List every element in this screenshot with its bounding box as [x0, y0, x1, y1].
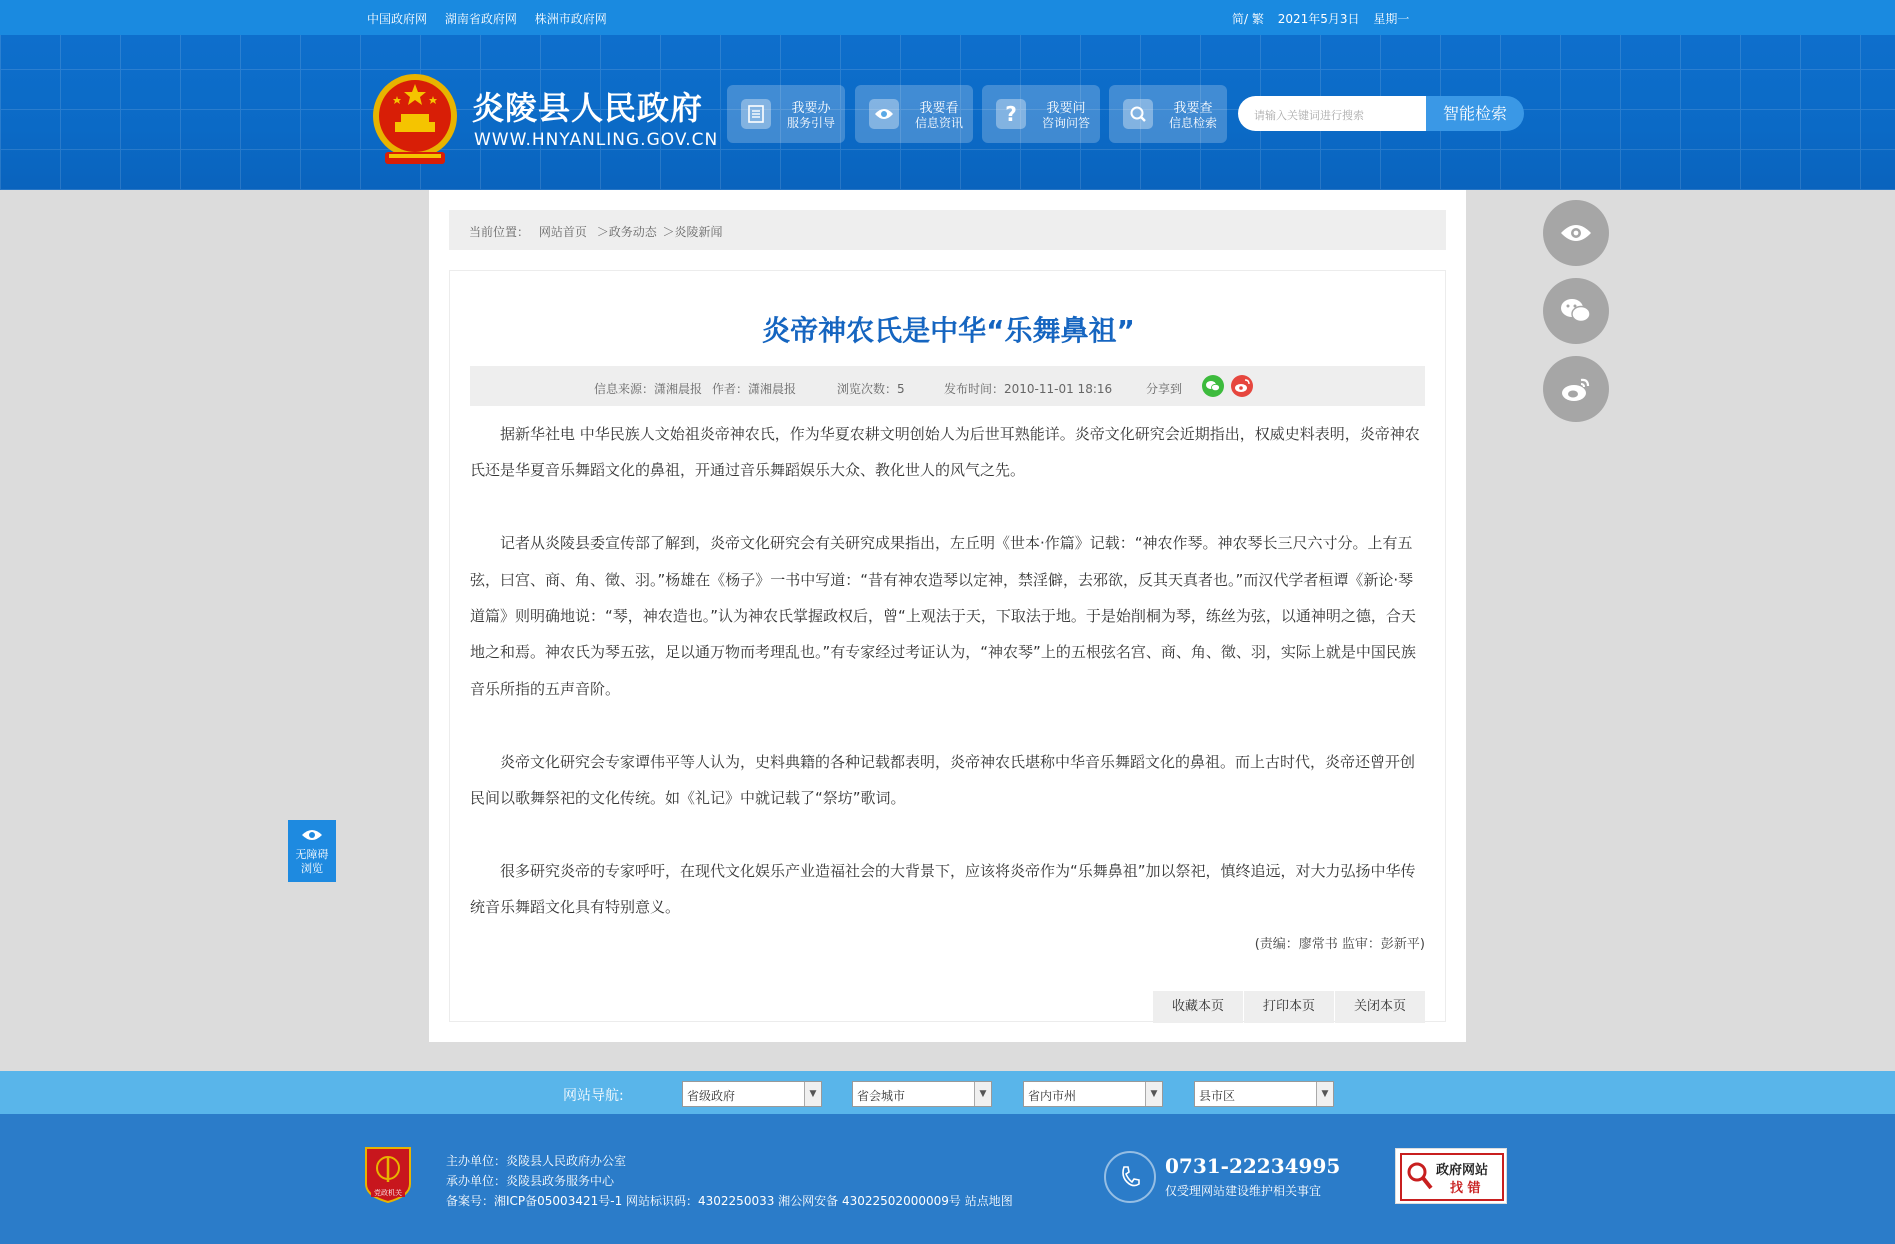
search-input[interactable]: 请输入关键词进行搜索 [1238, 96, 1426, 131]
nav-button-subtitle: 咨询问答 [1041, 116, 1090, 130]
nav-button-service[interactable] [727, 85, 845, 143]
weibo-share-icon[interactable] [1231, 375, 1253, 397]
select-province-cities[interactable] [1023, 1081, 1163, 1107]
nav-button-subtitle: 服务引导 [786, 116, 835, 130]
select-counties[interactable] [1194, 1081, 1334, 1107]
select-value: 县市区 [1199, 1089, 1236, 1103]
select-provincial-gov[interactable] [682, 1081, 822, 1107]
party-government-logo[interactable] [362, 1144, 414, 1204]
nav-button-search[interactable] [1109, 85, 1227, 143]
site-nav-label: 网站导航: [563, 1088, 624, 1104]
wechat-icon [1559, 297, 1593, 325]
accessibility-label: 无障碍 [295, 848, 329, 861]
select-capital-cities[interactable] [852, 1081, 992, 1107]
print-button[interactable]: 打印本页 [1244, 991, 1334, 1023]
float-weibo-button[interactable] [1543, 356, 1609, 422]
share-label: 分享到 [1146, 382, 1183, 396]
float-eye-button[interactable] [1543, 200, 1609, 266]
breadcrumb [449, 210, 1446, 250]
header [0, 35, 1895, 190]
nav-button-title: 我要问 [1046, 101, 1086, 116]
footer [0, 1114, 1895, 1244]
eye-icon [869, 99, 899, 129]
chevron-down-icon: ▼ [804, 1082, 821, 1106]
article-meta [470, 366, 1425, 406]
search-bar [1238, 96, 1524, 131]
chevron-down-icon: ▼ [1145, 1082, 1162, 1106]
article-body [470, 416, 1425, 962]
breadcrumb-label: 当前位置： [469, 225, 530, 239]
top-bar [0, 0, 1895, 35]
wechat-share-icon[interactable] [1202, 375, 1224, 397]
article [449, 270, 1446, 1022]
link-zhuzhou-gov[interactable]: 株洲市政府网 [534, 12, 607, 26]
breadcrumb-news[interactable]: ＞政务动态 [596, 225, 657, 239]
nav-button-title: 我要查 [1173, 101, 1213, 116]
chevron-down-icon: ▼ [974, 1082, 991, 1106]
accessibility-label-2: 浏览 [301, 862, 323, 875]
article-paragraph: 很多研究炎帝的专家呼吁，在现代文化娱乐产业造福社会的大背景下，应该将炎帝作为“乐舞鼻祖”加以祭祀，慎终追远，对大力弘扬中华传统音乐舞蹈文化具有特别意义。 [470, 861, 1416, 917]
select-value: 省级政府 [687, 1089, 736, 1103]
float-wechat-button[interactable] [1543, 278, 1609, 344]
footer-phone: 0731-22234995 [1165, 1154, 1341, 1178]
chevron-down-icon: ▼ [1316, 1082, 1333, 1106]
language-switch[interactable]: 简/ 繁 [1232, 12, 1264, 26]
current-date: 2021年5月3日 [1277, 12, 1360, 26]
breadcrumb-home[interactable]: 网站首页 [538, 225, 587, 239]
link-china-gov[interactable]: 中国政府网 [367, 12, 428, 26]
weibo-icon [1560, 375, 1592, 403]
article-date: 发布时间：2010-11-01 18:16 [944, 382, 1113, 396]
footer-host: 主办单位：炎陵县人民政府办公室 [446, 1154, 627, 1168]
article-title: 炎帝神农氏是中华“乐舞鼻祖” [762, 314, 1135, 347]
select-value: 省会城市 [857, 1089, 906, 1103]
site-name: 炎陵县人民政府 [472, 89, 704, 127]
error-report-subtitle: 找 错 [1450, 1181, 1481, 1196]
article-paragraph: 炎帝文化研究会专家谭伟平等人认为，史料典籍的各种记载都表明，炎帝神农氏堪称中华音乐舞蹈文化的鼻祖。而上古时代，炎帝还曾开创民间以歌舞祭祀的文化传统。如《礼记》中就记载了“祭坊”歌词。 [470, 752, 1416, 808]
nav-button-title: 我要办 [791, 101, 831, 116]
eye-icon [1560, 223, 1592, 243]
question-icon: ? [996, 99, 1026, 129]
article-author: 作者：潇湘晨报 [712, 382, 797, 396]
document-icon [741, 99, 771, 129]
smart-search-button[interactable]: 智能检索 [1426, 96, 1524, 131]
error-report-title: 政府网站 [1436, 1163, 1489, 1178]
accessibility-button[interactable] [288, 820, 336, 882]
nav-button-subtitle: 信息检索 [1168, 116, 1217, 130]
national-emblem-icon [367, 70, 463, 170]
article-paragraph: 据新华社电 中华民族人文始祖炎帝神农氏，作为华夏农耕文明创始人为后世耳熟能详。炎帝文化研究会近期指出，权威史料表明，炎帝神农氏还是华夏音乐舞蹈文化的鼻祖，开通过音乐舞蹈娱乐大众、教化世人的风气之先。 [470, 425, 1420, 480]
footer-record[interactable]: 备案号：湘ICP备05003421号-1 网站标识码：4302250033 湘公网安备 43022502000009号 站点地图 [446, 1194, 1013, 1208]
site-nav-bar [0, 1071, 1895, 1114]
nav-button-title: 我要看 [919, 101, 959, 116]
eye-icon [301, 828, 323, 842]
select-value: 省内市州 [1028, 1089, 1077, 1103]
close-page-button[interactable]: 关闭本页 [1335, 991, 1425, 1023]
current-weekday: 星期一 [1373, 12, 1410, 26]
article-editor: (责编：廖常书 监审：彭新平) [1254, 937, 1425, 952]
link-hunan-gov[interactable]: 湖南省政府网 [444, 12, 517, 26]
nav-button-info[interactable] [855, 85, 973, 143]
site-url: WWW.HNYANLING.GOV.CN [474, 130, 719, 150]
breadcrumb-local-news[interactable]: ＞炎陵新闻 [662, 225, 723, 239]
footer-phone-note: 仅受理网站建设维护相关事宜 [1165, 1184, 1322, 1198]
main-content [429, 190, 1466, 1042]
article-paragraph: 记者从炎陵县委宣传部了解到，炎帝文化研究会有关研究成果指出，左丘明《世本·作篇》记载：“神农作琴。神农琴长三尺六寸分。上有五弦，曰宫、商、角、徵、羽。”杨雄在《杨子》一书中写道：“昔有神农造琴以定神，禁淫僻，去邪欲，反其天真者也。”而汉代学者桓谭《新论·琴道篇》则明确地说：“琴，神农造也。”认为神农氏掌握政权后，曾“上观法于天，下取法于地。于是始削桐为琴，练丝为弦，以通神明之德，合天地之和焉。神农氏为琴五弦，足以通万物而考理乱也。”有专家经过考证认为，“神农琴”上的五根弦名宫、商、角、徵、羽，实际上就是中国民族音乐所指的五声音阶。 [470, 534, 1416, 698]
top-links [367, 10, 621, 27]
magnifier-icon [1406, 1161, 1434, 1191]
footer-operator: 承办单位：炎陵县政务服务中心 [446, 1174, 615, 1188]
svg-text:党政机关: 党政机关 [374, 1189, 402, 1197]
article-source: 信息来源：潇湘晨报 [594, 382, 703, 396]
bookmark-button[interactable]: 收藏本页 [1153, 991, 1243, 1023]
phone-icon [1104, 1151, 1156, 1203]
article-views: 浏览次数：5 [837, 382, 905, 396]
nav-button-ask[interactable] [982, 85, 1100, 143]
nav-button-subtitle: 信息资讯 [914, 116, 963, 130]
footer-info [446, 1151, 1013, 1211]
top-right-info [1232, 10, 1419, 27]
search-icon [1123, 99, 1153, 129]
gov-site-error-report-button[interactable] [1395, 1148, 1507, 1204]
